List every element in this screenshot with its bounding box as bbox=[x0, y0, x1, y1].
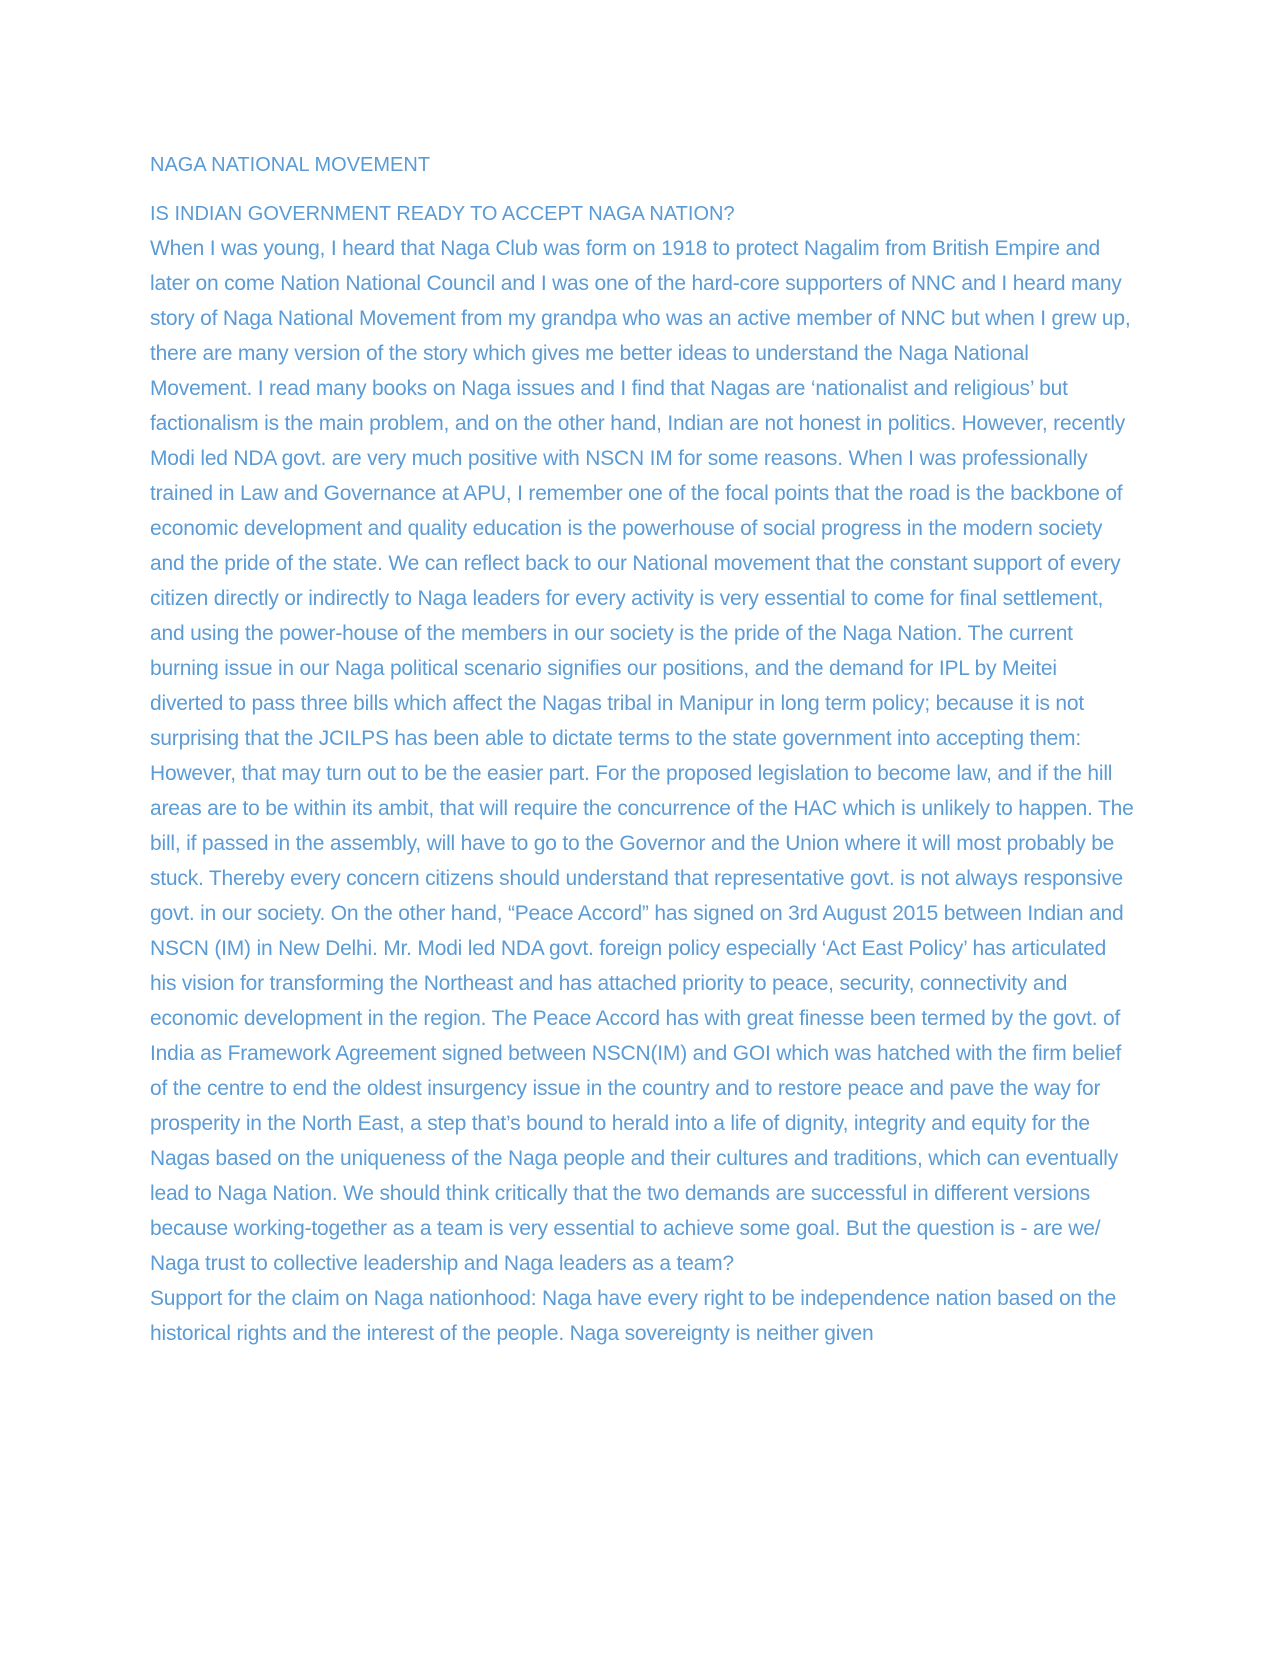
document-body bbox=[150, 148, 1135, 1351]
document-title: NAGA NATIONAL MOVEMENT bbox=[150, 154, 431, 176]
body-paragraph: When I was young, I heard that Naga Club was form on 1918 to protect Nagalim from British Empire and later on come Nation National Council and I was one of the hard-core supporters of NNC and I heard many story of Naga National Movement from my grandpa who was an active member of NNC but when I grew up, there are many version of the story which gives me better ideas to understand the Naga National Movement. I read many books on Naga issues and I find that Nagas are ‘nationalist and religious’ but factionalism is the main problem, and on the other hand, Indian are not honest in politics. However, recently Modi led NDA govt. are very much positive with NSCN IM for some reasons. When I was professionally trained in Law and Governance at APU, I remember one of the focal points that the road is the backbone of economic development and quality education is the powerhouse of social progress in the modern society and the pride of the state. We can reflect back to our National movement that the constant support of every citizen directly or indirectly to Naga leaders for every activity is very essential to come for final settlement, and using the power-house of the members in our society is the pride of the Naga Nation. The current burning issue in our Naga political scenario signifies our positions, and the demand for IPL by Meitei diverted to pass three bills which affect the Nagas tribal in Manipur in long term policy; because it is not surprising that the JCILPS has been able to dictate terms to the state government into accepting them: However, that may turn out to be the easier part. For the proposed legislation to become law, and if the hill areas are to be within its ambit, that will require the concurrence of the HAC which is unlikely to happen. The bill, if passed in the assembly, will have to go to the Governor and the Union where it will most probably be stuck. Thereby every concern citizens should understand that representative govt. is not always responsive govt. in our society. On the other hand, “Peace Accord” has signed on 3rd August 2015 between Indian and NSCN (IM) in New Delhi. Mr. Modi led NDA govt. foreign policy especially ‘Act East Policy’ has articulated his vision for transforming the Northeast and has attached priority to peace, security, connectivity and economic development in the region. The Peace Accord has with great finesse been termed by the govt. of India as Framework Agreement signed between NSCN(IM) and GOI which was hatched with the firm belief of the centre to end the oldest insurgency issue in the country and to restore peace and pave the way for prosperity in the North East, a step that’s bound to herald into a life of dignity, integrity and equity for the Nagas based on the uniqueness of the Naga people and their cultures and traditions, which can eventually lead to Naga Nation. We should think critically that the two demands are successful in different versions because working-together as a team is very essential to achieve some goal. But the question is - are we/ Naga trust to collective leadership and Naga leaders as a team? bbox=[150, 237, 1134, 1275]
body-paragraph: Support for the claim on Naga nationhood: Naga have every right to be independence nation based on the historical rights and the interest of the people. Naga sovereignty is neither given bbox=[150, 1287, 1117, 1345]
document-subtitle: IS INDIAN GOVERNMENT READY TO ACCEPT NAGA NATION? bbox=[150, 203, 735, 225]
